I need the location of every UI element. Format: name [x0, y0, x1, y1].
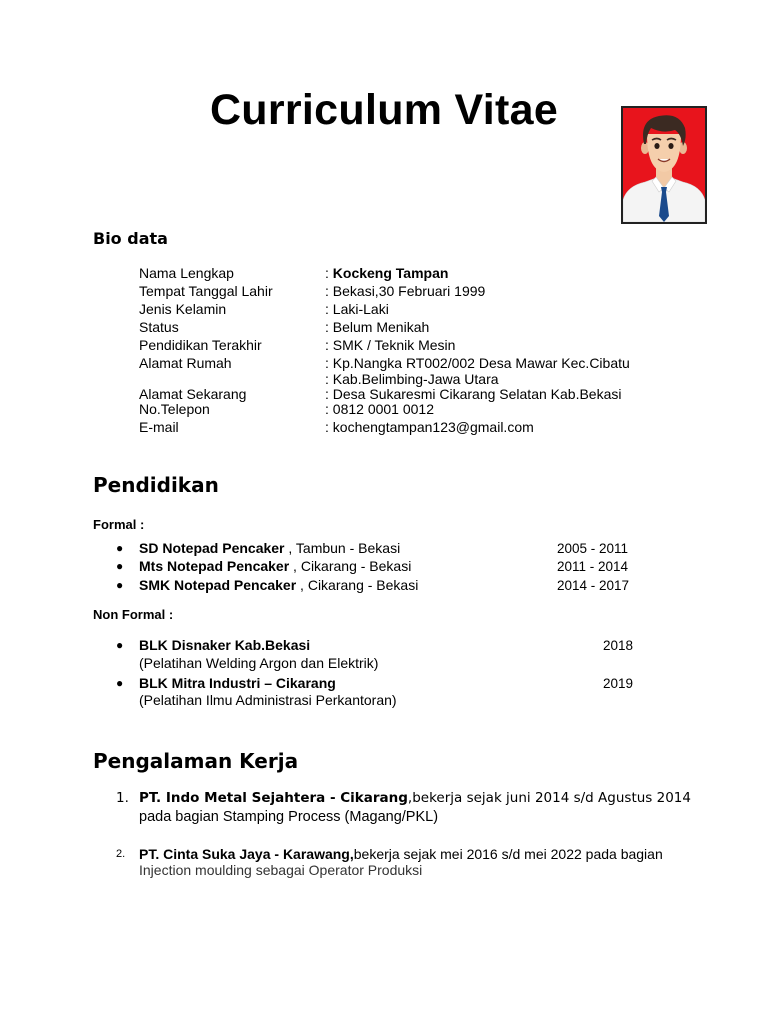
school-name: Mts Notepad Pencaker [139, 558, 290, 574]
bullet-icon: ● [116, 638, 124, 652]
company-name: PT. Cinta Suka Jaya - Karawang, [139, 846, 354, 862]
bio-label: Alamat Rumah [139, 355, 232, 371]
work-number: 1. [116, 790, 129, 806]
work-desc-cont: Injection moulding sebagai Operator Produksi [139, 862, 423, 878]
work-desc: ,bekerja sejak juni 2014 s/d Agustus 2014 [407, 790, 691, 806]
school-place: , Cikarang - Bekasi [296, 577, 419, 593]
bio-value: : Laki-Laki [325, 301, 389, 317]
bullet-icon: ● [116, 541, 124, 555]
education-heading: Pendidikan [93, 473, 219, 497]
bio-label: Status [139, 319, 179, 335]
bio-value: : SMK / Teknik Mesin [325, 337, 456, 353]
bullet-icon: ● [116, 578, 124, 592]
school-name: SMK Notepad Pencaker [139, 577, 297, 593]
school-place: , Tambun - Bekasi [284, 540, 401, 556]
school-place: , Cikarang - Bekasi [289, 558, 412, 574]
bio-label: Alamat Sekarang [139, 386, 247, 402]
bio-value: : Kockeng Tampan [325, 265, 449, 281]
bullet-icon: ● [116, 559, 124, 573]
work-number: 2. [116, 848, 126, 860]
bio-label: Pendidikan Terakhir [139, 337, 262, 353]
school-name: SD Notepad Pencaker [139, 540, 285, 556]
page-title: Curriculum Vitae [209, 86, 559, 134]
bio-label: Tempat Tanggal Lahir [139, 283, 273, 299]
bio-label: Jenis Kelamin [139, 301, 227, 317]
bio-value: : Belum Menikah [325, 319, 430, 335]
bio-value: : Kab.Belimbing-Jawa Utara [325, 371, 499, 387]
formal-label: Formal : [93, 517, 145, 532]
bio-label: Nama Lengkap [139, 265, 234, 281]
bio-value: : Desa Sukaresmi Cikarang Selatan Kab.Bekasi [325, 386, 622, 402]
bio-value: : Kp.Nangka RT002/002 Desa Mawar Kec.Cibatu [325, 355, 630, 371]
training-note: (Pelatihan Welding Argon dan Elektrik) [139, 655, 379, 671]
profile-photo [621, 106, 707, 224]
edu-years: 2014 - 2017 [557, 578, 630, 593]
bio-value: : Bekasi,30 Februari 1999 [325, 283, 486, 299]
training-year: 2018 [603, 638, 634, 653]
edu-years: 2011 - 2014 [557, 559, 629, 574]
bullet-icon: ● [116, 676, 124, 690]
avatar-icon [623, 108, 705, 222]
company-name: PT. Indo Metal Sejahtera - Cikarang [139, 790, 408, 806]
work-heading: Pengalaman Kerja [93, 749, 299, 773]
training-name: BLK Disnaker Kab.Bekasi [139, 637, 311, 653]
bio-label: No.Telepon [139, 401, 210, 417]
bio-value: : kochengtampan123@gmail.com [325, 419, 534, 435]
bio-value: : 0812 0001 0012 [325, 401, 434, 417]
nonformal-label: Non Formal : [93, 607, 174, 622]
training-name: BLK Mitra Industri – Cikarang [139, 675, 336, 691]
training-year: 2019 [603, 676, 634, 691]
bio-heading: Bio data [93, 229, 168, 248]
training-note: (Pelatihan Ilmu Administrasi Perkantoran) [139, 692, 397, 708]
work-item [139, 846, 663, 862]
work-desc: bekerja sejak mei 2016 s/d mei 2022 pada bagian [353, 846, 663, 862]
bio-label: E-mail [139, 419, 179, 435]
work-desc-cont: pada bagian Stamping Process (Magang/PKL) [139, 809, 439, 825]
edu-years: 2005 - 2011 [557, 541, 629, 556]
work-item [139, 790, 691, 806]
